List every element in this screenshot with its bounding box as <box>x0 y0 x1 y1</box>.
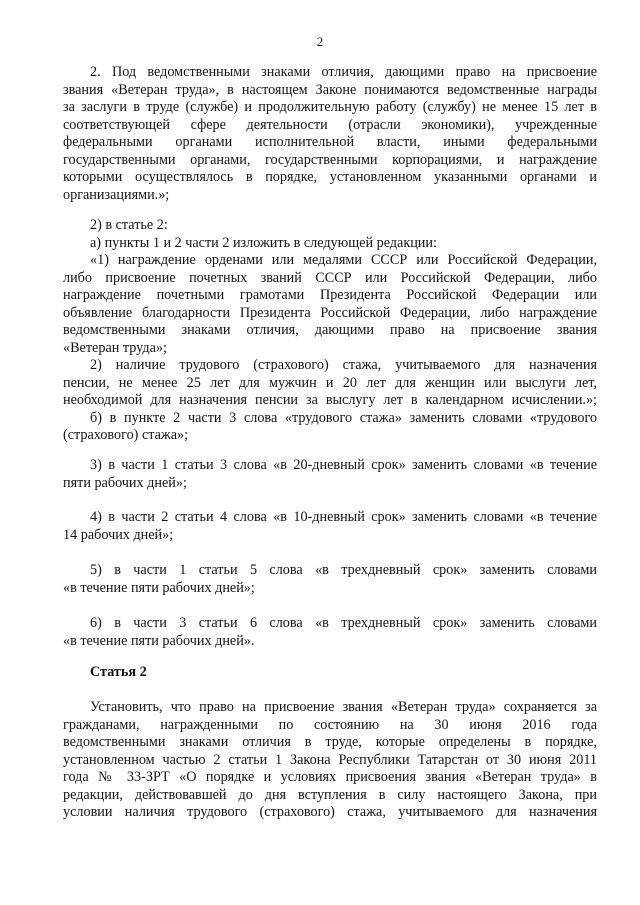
text-line: 2. Под ведомственными знаками отличия, дающими право на присвоение <box>90 64 597 80</box>
text-line: пяти рабочих дней»; <box>63 474 187 491</box>
text-line: условии наличия трудового (страхового) стажа, учитываемого для назначения <box>63 804 597 820</box>
text-line: 2) наличие трудового (страхового) стажа, учитываемого для назначения <box>90 357 597 373</box>
text-line: ведомственными знаками отличия в труде, которые определены в порядке, <box>63 734 597 750</box>
text-line: объявление благодарности Президента Российской Федерации, либо награждение <box>63 304 597 321</box>
text-line: 6) в части 3 статьи 6 слова «в трехдневный срок» заменить словами <box>90 615 597 631</box>
text-line: 2) в статье 2: <box>90 217 168 233</box>
text-line: которыми осуществлялось в порядке, установленном указанными органами и <box>63 169 597 185</box>
text-line: 5) в части 1 статьи 5 слова «в трехдневный срок» заменить словами <box>90 562 597 578</box>
text-line: за заслуги в труде (службе) и продолжительную работу (службу) не менее 15 лет в <box>63 99 597 115</box>
text-line: звания «Ветеран труда», в настоящем Законе понимаются ведомственные награды <box>63 81 597 98</box>
paragraph <box>63 64 597 204</box>
paragraph <box>63 699 597 822</box>
text-line: организациями.»; <box>63 186 170 203</box>
text-line: 4) в части 2 статьи 4 слова «в 10-дневный срок» заменить словами «в течение <box>90 509 597 525</box>
section-heading <box>63 664 597 682</box>
text-line: федеральными органами исполнительной власти, иными федеральными <box>63 134 597 150</box>
text-line: необходимой для назначения пенсии за выслугу лет в календарном исчислении.»; <box>63 392 597 408</box>
paragraph <box>63 457 597 492</box>
paragraph <box>63 217 597 445</box>
text-line: соответствующей сфере деятельности (отрасли экономики), учрежденные <box>63 116 597 133</box>
page-number: 2 <box>316 34 324 49</box>
text-line: либо присвоение почетных званий СССР или Российской Федерации, либо <box>63 269 597 286</box>
text-line: б) в пункте 2 части 3 слова «трудового стажа» заменить словами «трудового <box>90 409 597 426</box>
text-line: пенсии, не менее 25 лет для мужчин и 20 лет для женщин или выслуги лет, <box>63 374 597 391</box>
paragraph <box>63 509 597 544</box>
text-line: Статья 2 <box>90 664 147 680</box>
paragraph <box>63 615 597 650</box>
text-line: 14 рабочих дней»; <box>63 526 174 543</box>
text-line: награждение почетными грамотами Президента Российской Федерации или <box>63 287 597 303</box>
text-line: «Ветеран труда»; <box>63 339 167 356</box>
text-line: государственными органами, государственными корпорациями, и награждение <box>63 151 597 168</box>
text-line: Установить, что право на присвоение звания «Ветеран труда» сохраняется за <box>90 699 597 715</box>
text-line: 3) в части 1 статьи 3 слова «в 20-дневный срок» заменить словами «в течение <box>90 457 597 473</box>
paragraph <box>63 562 597 597</box>
text-line: «в течение пяти рабочих дней». <box>63 632 255 649</box>
text-line: а) пункты 1 и 2 части 2 изложить в следующей редакции: <box>90 234 437 251</box>
text-line: «1) награждение орденами или медалями СССР или Российской Федерации, <box>90 252 597 268</box>
text-line: года № 33-ЗРТ «О порядке и условиях присвоения звания «Ветеран труда» в <box>63 769 597 785</box>
text-line: гражданами, награжденными по состоянию на 30 июня 2016 года <box>63 716 597 733</box>
text-line: редакции, действовавшей до дня вступления в силу настоящего Закона, при <box>63 786 597 803</box>
text-line: ведомственными знаками отличия, дающими право на присвоение звания <box>63 322 597 338</box>
text-line: «в течение пяти рабочих дней»; <box>63 579 255 596</box>
text-line: установленном частью 2 статьи 1 Закона Республики Татарстан от 30 июня 2011 <box>63 751 597 768</box>
text-line: (страхового) стажа»; <box>63 427 189 443</box>
